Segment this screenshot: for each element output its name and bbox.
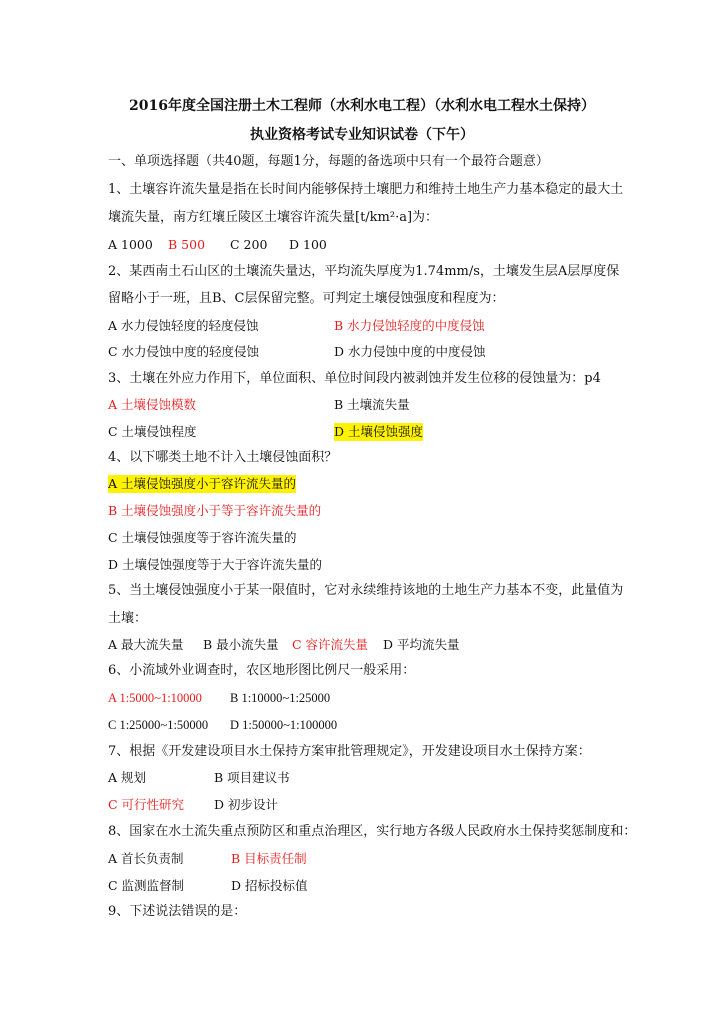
- q3-option-b: B 土壤流失量: [334, 397, 410, 412]
- section-heading: 一、单项选择题（共40题，每题1分，每题的备选项中只有一个最符合题意）: [108, 154, 549, 169]
- question-6-text: 6、小流域外业调查时，农区地形图比例尺一般采用：: [108, 663, 416, 678]
- q6-option-d: D 1:50000~1:100000: [230, 718, 338, 732]
- q4-option-d: D 土壤侵蚀强度等于大于容许流失量的: [108, 557, 322, 572]
- question-4-text: 4、以下哪类土地不计入土壤侵蚀面积？: [108, 450, 338, 465]
- question-2-text: 2、某西南土石山区的土壤流失量达，平均流失厚度为1.74mm/s，土壤发生层A层厚度保: [108, 264, 620, 279]
- q8-option-c: C 监测监督制: [108, 878, 185, 893]
- q5-option-b: B 最小流失量: [203, 637, 279, 652]
- q2-option-d: D 水力侵蚀中度的中度侵蚀: [334, 344, 486, 359]
- q5-option-c-answer: C 容许流失量: [292, 637, 369, 652]
- question-3-text: 3、土壤在外应力作用下，单位面积、单位时间段内被剥蚀并发生位移的侵蚀量为：p4: [108, 371, 601, 386]
- question-5-text: 5、当土壤侵蚀强度小于某一限值时，它对永续维持该地的土地生产力基本不变，此量值为: [108, 583, 624, 598]
- question-5-text-cont: 土壤：: [108, 611, 148, 626]
- q7-option-a: A 规划: [108, 770, 147, 785]
- question-1-text: 1、土壤容许流失量是指在长时间内能够保持土壤肥力和维持土地生产力基本稳定的最大土: [108, 182, 624, 197]
- q3-option-c: C 土壤侵蚀程度: [108, 424, 197, 439]
- question-7-text: 7、根据《开发建设项目水土保持方案审批管理规定》，开发建设项目水土保持方案：: [108, 744, 591, 759]
- q1-option-c: C 200: [230, 237, 268, 252]
- q6-option-b: B 1:10000~1:25000: [230, 691, 331, 705]
- q3-option-a-answer: A 土壤侵蚀模数: [108, 397, 197, 412]
- q2-option-b-answer: B 水力侵蚀轻度的中度侵蚀: [334, 318, 485, 333]
- q8-option-a: A 首长负责制: [108, 851, 184, 866]
- q4-option-c: C 土壤侵蚀强度等于容许流失量的: [108, 530, 297, 545]
- q5-option-d: D 平均流失量: [383, 637, 460, 652]
- question-8-text: 8、国家在水土流失重点预防区和重点治理区，实行地方各级人民政府水土保持奖惩制度和：: [108, 824, 637, 839]
- q8-option-d: D 招标投标值: [231, 878, 308, 893]
- q4-option-b-answer: B 土壤侵蚀强度小于等于容许流失量的: [108, 503, 322, 518]
- q7-option-b: B 项目建议书: [214, 770, 290, 785]
- q7-option-c-answer: C 可行性研究: [108, 797, 185, 812]
- q6-option-a-answer: A 1:5000~1:10000: [108, 691, 202, 705]
- q1-option-a: A 1000: [108, 237, 153, 252]
- q4-option-a-highlighted: A 土壤侵蚀强度小于容许流失量的: [108, 476, 297, 491]
- question-2-text-cont: 留略小于一班，且B、C层保留完整。可判定土壤侵蚀强度和程度为：: [108, 291, 505, 306]
- q7-option-d: D 初步设计: [214, 797, 278, 812]
- document-subtitle: 执业资格考试专业知识试卷（下午）: [250, 127, 474, 143]
- q2-option-c: C 水力侵蚀中度的轻度侵蚀: [108, 344, 260, 359]
- q8-option-b-answer: B 目标责任制: [231, 851, 307, 866]
- q2-option-a: A 水力侵蚀轻度的轻度侵蚀: [108, 318, 259, 333]
- q3-option-d-highlighted: D 土壤侵蚀强度: [334, 424, 423, 439]
- document-title: 2016年度全国注册土木工程师（水利水电工程）（水利水电工程水土保持）: [129, 98, 595, 114]
- question-9-text: 9、下述说法错误的是：: [108, 904, 247, 919]
- q1-option-d: D 100: [289, 237, 327, 252]
- q5-option-a: A 最大流失量: [108, 637, 184, 652]
- q6-option-c: C 1:25000~1:50000: [108, 718, 209, 732]
- q1-option-b-answer: B 500: [168, 237, 206, 252]
- question-1-text-cont: 壤流失量，南方红壤丘陵区土壤容许流失量[t/km²·a]为：: [108, 210, 439, 225]
